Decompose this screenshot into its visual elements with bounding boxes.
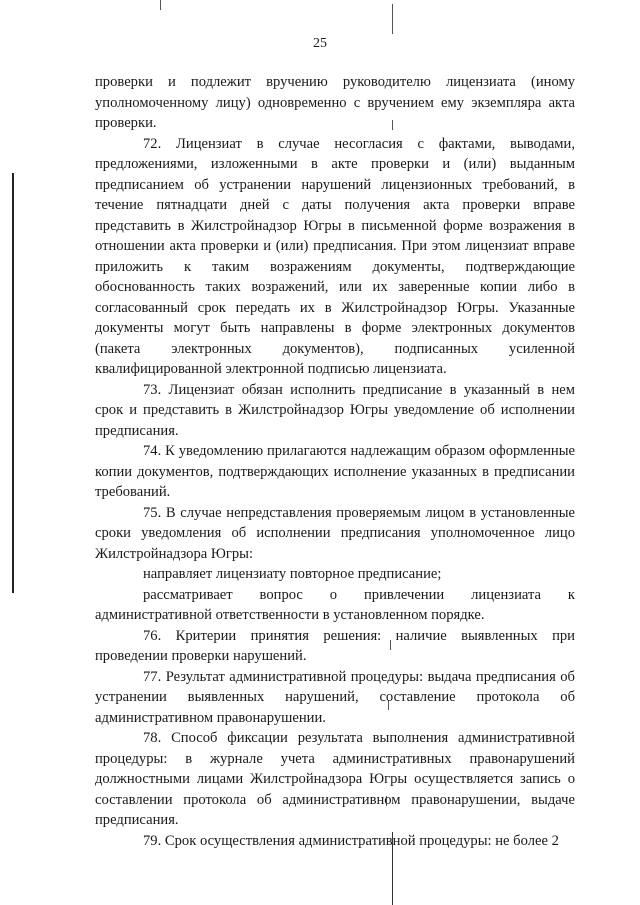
- paragraph: 73. Лицензиат обязан исполнить предписание в указанный в нем срок и представить в Жилстройнадзор Югры уведомление об исполнении предписания.: [95, 381, 575, 439]
- paragraph: 78. Способ фиксации результата выполнения административной процедуры: в журнале учета административных правонарушений должностными лицами Жилстройнадзора Югры осуществляется запись о составлении протокола об административном правонарушении, выдаче предписания.: [95, 730, 575, 828]
- paragraph: 75. В случае непредставления проверяемым лицом в установленные сроки уведомления об исполнении предписания уполномоченное лицо Жилстройнадзора Югры:: [95, 504, 575, 562]
- paragraph: 72. Лицензиат в случае несогласия с фактами, выводами, предложениями, изложенными в акте проверки и (или) выданным предписанием об устранении нарушений лицензионных требований, в течение пятнадцати дней с даты получения акта проверки вправе представить в Жилстройнадзор Югры в письменной форме возражения в отношении акта проверки и (или) предписания. При этом лицензиат вправе приложить к таким возражениям документы, подтверждающие обоснованность таких возражений, или их заверенные копии либо в согласованный срок передать их в Жилстройнадзор Югры. Указанные документы могут быть направлены в форме электронных документов (пакета электронных документов), подписанных усиленной квалифицированной электронной подписью лицензиата.: [95, 135, 575, 377]
- paragraph: 79. Срок осуществления административной процедуры: не более 2: [143, 832, 559, 849]
- document-body: [95, 72, 575, 851]
- paragraph: направляет лицензиату повторное предписание;: [143, 566, 442, 582]
- paragraph: 74. К уведомлению прилагаются надлежащим образом оформленные копии документов, подтверждающих исполнение указанных в предписании требований.: [95, 443, 575, 500]
- paragraph: рассматривает вопрос о привлечении лицензиата к административной ответственности в установленном порядке.: [95, 586, 575, 623]
- scan-artifact-top-line: [392, 4, 393, 34]
- page-number: 25: [313, 36, 327, 51]
- paragraph: 77. Результат административной процедуры: выдача предписания об устранении выявленных нарушений, составление протокола об административном правонарушении.: [95, 668, 575, 726]
- paragraph: проверки и подлежит вручению руководителю лицензиата (иному уполномоченному лицу) одновременно с вручением ему экземпляра акта проверки.: [95, 74, 575, 131]
- scan-artifact-top-mark: [160, 0, 161, 10]
- paragraph: 76. Критерии принятия решения: наличие выявленных при проведении проверки нарушений.: [95, 627, 575, 664]
- scan-artifact-left-bar: [12, 173, 14, 593]
